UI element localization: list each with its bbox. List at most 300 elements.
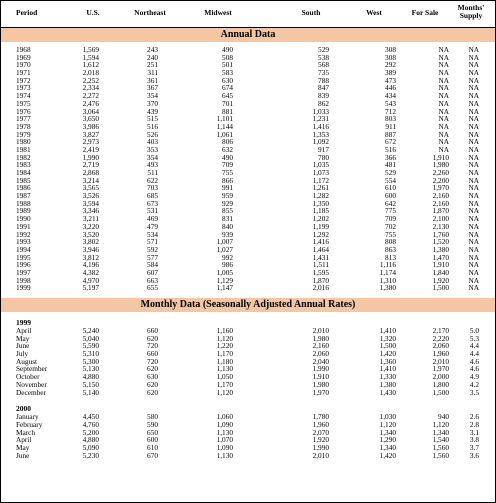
cell-ms: NA <box>468 144 479 154</box>
header-months-supply-line2: Supply <box>459 11 483 20</box>
cell-period: 1983 <box>16 160 31 170</box>
cell-we: 1,174 <box>379 267 396 277</box>
cell-ne: 439 <box>147 106 158 116</box>
cell-mw: 986 <box>222 260 233 270</box>
cell-ne: 515 <box>147 114 158 124</box>
cell-mw: 630 <box>222 75 233 85</box>
cell-period: December <box>16 387 46 397</box>
cell-period: 1968 <box>16 45 31 54</box>
cell-so: 2,016 <box>312 283 329 293</box>
table-row <box>1 373 495 381</box>
table-row <box>1 207 495 215</box>
cell-us: 2,334 <box>82 83 99 93</box>
cell-us: 4,760 <box>82 419 99 429</box>
cell-ne: 403 <box>147 137 158 147</box>
cell-period: 1972 <box>16 75 31 85</box>
table-row <box>1 389 495 397</box>
cell-period: 1994 <box>16 244 31 254</box>
cell-so: 1,990 <box>312 442 329 452</box>
cell-period: 1996 <box>16 260 31 270</box>
cell-we: 1,380 <box>379 283 396 293</box>
cell-mw: 1,061 <box>216 129 233 139</box>
cell-we: 389 <box>385 68 396 78</box>
cell-so: 2,060 <box>312 349 329 359</box>
table-row <box>1 452 495 460</box>
cell-period: 1989 <box>16 206 31 216</box>
cell-mw: 929 <box>222 198 233 208</box>
cell-fs: NA <box>438 98 449 108</box>
cell-us: 3,526 <box>82 191 99 201</box>
cell-we: 1,330 <box>379 372 396 382</box>
cell-ne: 354 <box>147 152 158 162</box>
cell-we: 1,310 <box>379 275 396 285</box>
annual-rows <box>1 46 495 292</box>
cell-period: 1969 <box>16 52 31 62</box>
cell-us: 3,220 <box>82 221 99 231</box>
cell-so: 2,010 <box>312 326 329 335</box>
cell-so: 1,282 <box>312 191 329 201</box>
cell-ms: NA <box>468 68 479 78</box>
cell-us: 2,419 <box>82 144 99 154</box>
cell-mw: 1,144 <box>216 121 233 131</box>
cell-us: 3,812 <box>82 252 99 262</box>
cell-period: 1991 <box>16 221 31 231</box>
cell-so: 1,073 <box>312 168 329 177</box>
cell-we: 543 <box>385 98 396 108</box>
cell-us: 5,040 <box>82 333 99 343</box>
cell-so: 1,292 <box>312 229 329 239</box>
cell-so: 1,261 <box>312 183 329 193</box>
cell-ms: NA <box>468 260 479 270</box>
cell-we: 366 <box>385 152 396 162</box>
cell-fs: 1,910 <box>432 260 449 270</box>
cell-ne: 251 <box>147 60 158 70</box>
cell-ne: 703 <box>147 183 158 193</box>
cell-ms: 4.4 <box>469 341 479 351</box>
cell-ne: 243 <box>147 45 158 54</box>
cell-so: 568 <box>318 60 329 70</box>
cell-fs: 940 <box>438 412 449 422</box>
cell-us: 3,565 <box>82 183 99 193</box>
cell-us: 5,240 <box>82 326 99 335</box>
cell-us: 5,140 <box>82 387 99 397</box>
table-row <box>1 169 495 177</box>
cell-so: 2,160 <box>312 341 329 351</box>
cell-us: 2,252 <box>82 75 99 85</box>
table-row <box>1 69 495 77</box>
cell-us: 3,064 <box>82 106 99 116</box>
cell-mw: 1,007 <box>216 237 233 247</box>
year-heading-1999: 1999 <box>16 318 31 327</box>
cell-fs: 1,800 <box>432 379 449 389</box>
table-row <box>1 177 495 185</box>
cell-mw: 490 <box>222 152 233 162</box>
cell-ms: NA <box>468 83 479 93</box>
cell-us: 5,310 <box>82 349 99 359</box>
cell-so: 1,595 <box>312 267 329 277</box>
cell-ms: 3.1 <box>469 427 479 437</box>
cell-so: 1,980 <box>312 379 329 389</box>
cell-ne: 685 <box>147 191 158 201</box>
cell-mw: 991 <box>222 183 233 193</box>
cell-ne: 580 <box>147 412 158 422</box>
cell-ms: 3.8 <box>469 435 479 445</box>
cell-fs: 1,120 <box>432 419 449 429</box>
cell-us: 5,590 <box>82 341 99 351</box>
cell-we: 516 <box>385 144 396 154</box>
cell-so: 1,172 <box>312 175 329 185</box>
table-row <box>1 100 495 108</box>
cell-we: 1,116 <box>379 260 396 270</box>
cell-mw: 992 <box>222 252 233 262</box>
cell-period: January <box>16 412 39 422</box>
cell-ms: 3.5 <box>469 387 479 397</box>
header-for-sale: For Sale <box>411 8 439 17</box>
cell-ms: NA <box>468 267 479 277</box>
cell-mw: 674 <box>222 83 233 93</box>
cell-ne: 630 <box>147 372 158 382</box>
cell-us: 3,802 <box>82 237 99 247</box>
cell-fs: 1,520 <box>432 237 449 247</box>
cell-mw: 959 <box>222 191 233 201</box>
cell-fs: NA <box>438 60 449 70</box>
cell-so: 1,350 <box>312 198 329 208</box>
cell-mw: 1,147 <box>216 283 233 293</box>
cell-we: 1,120 <box>379 419 396 429</box>
cell-us: 3,650 <box>82 114 99 124</box>
cell-we: 672 <box>385 137 396 147</box>
cell-so: 1,920 <box>312 435 329 445</box>
table-row <box>1 215 495 223</box>
table-row <box>1 358 495 366</box>
cell-mw: 1,027 <box>216 244 233 254</box>
cell-we: 473 <box>385 75 396 85</box>
header-midwest: Midwest <box>204 8 232 17</box>
header-months-supply <box>449 4 493 20</box>
table-row <box>1 238 495 246</box>
cell-us: 4,880 <box>82 372 99 382</box>
cell-ne: 620 <box>147 387 158 397</box>
cell-us: 2,868 <box>82 168 99 177</box>
cell-so: 862 <box>318 98 329 108</box>
cell-period: 1990 <box>16 214 31 224</box>
cell-mw: 508 <box>222 52 233 62</box>
cell-ms: NA <box>468 114 479 124</box>
cell-ms: 4.4 <box>469 349 479 359</box>
cell-so: 1,202 <box>312 214 329 224</box>
cell-period: May <box>16 442 30 452</box>
cell-ms: NA <box>468 106 479 116</box>
cell-fs: NA <box>438 114 449 124</box>
cell-mw: 1,101 <box>216 114 233 124</box>
cell-we: 1,420 <box>379 349 396 359</box>
cell-period: November <box>16 379 47 389</box>
cell-fs: NA <box>438 137 449 147</box>
table-row <box>1 184 495 192</box>
cell-ms: NA <box>468 75 479 85</box>
cell-ms: 5.0 <box>469 326 479 335</box>
cell-period: July <box>16 349 29 359</box>
cell-ms: NA <box>468 252 479 262</box>
cell-ms: 2.6 <box>469 412 479 422</box>
cell-mw: 1,130 <box>216 427 233 437</box>
cell-fs: 1,960 <box>432 349 449 359</box>
cell-us: 3,214 <box>82 175 99 185</box>
cell-us: 3,594 <box>82 198 99 208</box>
cell-ne: 720 <box>147 356 158 366</box>
header-south: South <box>301 8 321 17</box>
cell-so: 1,033 <box>312 106 329 116</box>
cell-us: 5,230 <box>82 450 99 460</box>
cell-we: 863 <box>385 244 396 254</box>
cell-we: 712 <box>385 106 396 116</box>
cell-us: 3,520 <box>82 229 99 239</box>
cell-so: 1,910 <box>312 372 329 382</box>
table-row <box>1 335 495 343</box>
cell-ms: 4.6 <box>469 364 479 374</box>
cell-period: 1984 <box>16 168 31 177</box>
cell-fs: 1,540 <box>432 435 449 445</box>
cell-fs: 2,160 <box>432 198 449 208</box>
cell-fs: 1,870 <box>432 206 449 216</box>
cell-period: 1970 <box>16 60 31 70</box>
table-row <box>1 421 495 429</box>
cell-fs: 2,220 <box>432 333 449 343</box>
cell-ne: 479 <box>147 221 158 231</box>
cell-us: 5,200 <box>82 427 99 437</box>
cell-us: 5,090 <box>82 442 99 452</box>
cell-mw: 1,090 <box>216 442 233 452</box>
cell-so: 1,092 <box>312 137 329 147</box>
cell-ms: NA <box>468 183 479 193</box>
cell-ms: NA <box>468 121 479 131</box>
cell-fs: 2,260 <box>432 168 449 177</box>
cell-we: 1,420 <box>379 450 396 460</box>
table-row <box>1 269 495 277</box>
cell-fs: 2,160 <box>432 191 449 201</box>
cell-mw: 1,090 <box>216 419 233 429</box>
cell-we: 887 <box>385 129 396 139</box>
header-period: Period <box>16 8 38 17</box>
cell-period: 1988 <box>16 198 31 208</box>
cell-ms: NA <box>468 206 479 216</box>
table-row <box>1 429 495 437</box>
cell-we: 292 <box>385 60 396 70</box>
cell-mw: 501 <box>222 60 233 70</box>
cell-us: 4,880 <box>82 435 99 445</box>
table-row <box>1 327 495 335</box>
cell-we: 808 <box>385 237 396 247</box>
column-header-row <box>1 1 495 28</box>
cell-ms: NA <box>468 52 479 62</box>
table-row <box>1 108 495 116</box>
cell-mw: 881 <box>222 106 233 116</box>
cell-fs: NA <box>438 144 449 154</box>
cell-we: 1,340 <box>379 427 396 437</box>
cell-we: 1,360 <box>379 356 396 366</box>
cell-fs: 1,470 <box>432 252 449 262</box>
cell-ne: 660 <box>147 349 158 359</box>
cell-ms: NA <box>468 98 479 108</box>
header-us: U.S. <box>86 8 100 17</box>
cell-period: June <box>16 450 30 460</box>
cell-we: 554 <box>385 175 396 185</box>
cell-we: 1,500 <box>379 341 396 351</box>
cell-fs: 2,130 <box>432 221 449 231</box>
cell-mw: 583 <box>222 68 233 78</box>
cell-ne: 660 <box>147 326 158 335</box>
cell-ms: NA <box>468 214 479 224</box>
cell-so: 2,010 <box>312 450 329 460</box>
cell-period: 1999 <box>16 283 31 293</box>
cell-we: 911 <box>385 121 396 131</box>
table-row <box>1 284 495 292</box>
cell-we: 642 <box>385 198 396 208</box>
table-row <box>1 192 495 200</box>
cell-ne: 620 <box>147 333 158 343</box>
cell-period: 1998 <box>16 275 31 285</box>
table-row <box>1 46 495 54</box>
table-row <box>1 146 495 154</box>
cell-mw: 939 <box>222 229 233 239</box>
cell-ne: 353 <box>147 144 158 154</box>
cell-we: 529 <box>385 168 396 177</box>
table-row <box>1 246 495 254</box>
header-west: West <box>366 8 382 17</box>
cell-fs: 1,840 <box>432 267 449 277</box>
cell-mw: 855 <box>222 206 233 216</box>
table-row <box>1 254 495 262</box>
cell-we: 803 <box>385 114 396 124</box>
cell-us: 3,346 <box>82 206 99 216</box>
cell-we: 481 <box>385 160 396 170</box>
table-row <box>1 200 495 208</box>
cell-us: 5,150 <box>82 379 99 389</box>
cell-so: 1,199 <box>312 221 329 231</box>
cell-fs: NA <box>438 106 449 116</box>
cell-period: 1971 <box>16 68 31 78</box>
cell-ms: 5.3 <box>469 333 479 343</box>
cell-mw: 755 <box>222 168 233 177</box>
cell-ne: 592 <box>147 244 158 254</box>
cell-period: 1992 <box>16 229 31 239</box>
cell-fs: NA <box>438 45 449 54</box>
cell-ne: 511 <box>147 168 158 177</box>
cell-ms: NA <box>468 237 479 247</box>
cell-we: 1,030 <box>379 412 396 422</box>
table-row <box>1 161 495 169</box>
cell-ne: 655 <box>147 283 158 293</box>
cell-mw: 1,070 <box>216 435 233 445</box>
cell-period: 1997 <box>16 267 31 277</box>
cell-us: 3,946 <box>82 244 99 254</box>
cell-we: 775 <box>385 206 396 216</box>
cell-period: 1993 <box>16 237 31 247</box>
cell-ne: 493 <box>147 160 158 170</box>
cell-us: 2,018 <box>82 68 99 78</box>
cell-fs: NA <box>438 83 449 93</box>
cell-us: 2,973 <box>82 137 99 147</box>
cell-mw: 1,170 <box>216 349 233 359</box>
cell-fs: 1,560 <box>432 442 449 452</box>
cell-mw: 1,120 <box>216 333 233 343</box>
cell-so: 1,416 <box>312 121 329 131</box>
cell-ms: 2.8 <box>469 419 479 429</box>
cell-mw: 1,220 <box>216 341 233 351</box>
cell-we: 755 <box>385 229 396 239</box>
cell-fs: NA <box>438 121 449 131</box>
cell-us: 1,594 <box>82 52 99 62</box>
cell-fs: 2,000 <box>432 372 449 382</box>
table-row <box>1 231 495 239</box>
cell-so: 780 <box>318 152 329 162</box>
cell-mw: 701 <box>222 98 233 108</box>
cell-ms: NA <box>468 221 479 231</box>
cell-us: 1,569 <box>82 45 99 54</box>
cell-we: 600 <box>385 191 396 201</box>
cell-mw: 840 <box>222 221 233 231</box>
cell-fs: 1,920 <box>432 275 449 285</box>
cell-fs: NA <box>438 91 449 101</box>
cell-mw: 866 <box>222 175 233 185</box>
cell-period: 1985 <box>16 175 31 185</box>
cell-ne: 571 <box>147 237 158 247</box>
table-row <box>1 115 495 123</box>
cell-so: 1,416 <box>312 237 329 247</box>
cell-we: 1,320 <box>379 333 396 343</box>
cell-ms: 4.6 <box>469 356 479 366</box>
cell-we: 1,410 <box>379 364 396 374</box>
cell-mw: 1,050 <box>216 372 233 382</box>
cell-so: 1,511 <box>312 260 329 270</box>
cell-we: 446 <box>385 83 396 93</box>
cell-ms: NA <box>468 275 479 285</box>
cell-mw: 709 <box>222 160 233 170</box>
table-row <box>1 131 495 139</box>
cell-us: 5,130 <box>82 364 99 374</box>
cell-us: 2,272 <box>82 91 99 101</box>
cell-period: 1982 <box>16 152 31 162</box>
cell-ne: 622 <box>147 175 158 185</box>
cell-so: 1,960 <box>312 419 329 429</box>
cell-fs: 1,340 <box>432 427 449 437</box>
cell-period: October <box>16 372 40 382</box>
cell-ms: NA <box>468 175 479 185</box>
header-months-supply-line1: Months' <box>457 3 485 12</box>
cell-ms: NA <box>468 91 479 101</box>
cell-period: 1976 <box>16 106 31 116</box>
cell-ms: NA <box>468 244 479 254</box>
cell-fs: 2,200 <box>432 175 449 185</box>
cell-fs: 2,170 <box>432 326 449 335</box>
cell-ne: 663 <box>147 275 158 285</box>
cell-mw: 1,170 <box>216 379 233 389</box>
table-row <box>1 61 495 69</box>
cell-ne: 469 <box>147 214 158 224</box>
cell-fs: 1,380 <box>432 244 449 254</box>
cell-ne: 584 <box>147 260 158 270</box>
table-row <box>1 223 495 231</box>
cell-ms: NA <box>468 60 479 70</box>
cell-fs: 1,970 <box>432 183 449 193</box>
cell-period: 1973 <box>16 83 31 93</box>
cell-so: 1,185 <box>312 206 329 216</box>
cell-ne: 620 <box>147 364 158 374</box>
cell-we: 813 <box>385 252 396 262</box>
cell-so: 2,040 <box>312 356 329 366</box>
cell-ne: 650 <box>147 427 158 437</box>
cell-ms: NA <box>468 168 479 177</box>
